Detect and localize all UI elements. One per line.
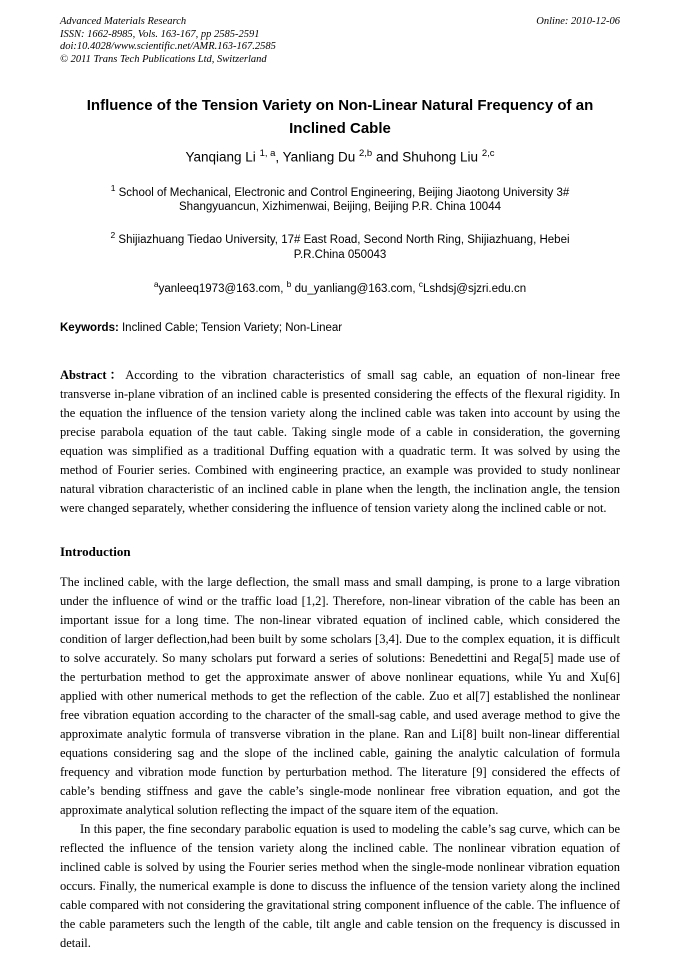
affiliation-2-line1: [60, 228, 620, 248]
affiliation-2-line2: P.R.China 050043: [293, 249, 387, 262]
emails-line: [60, 277, 620, 297]
email-superscript: c: [418, 279, 424, 290]
paper-title-line2: Inclined Cable: [289, 120, 391, 137]
author-name: , Yanliang Du: [275, 149, 359, 165]
paper-title: [60, 94, 620, 140]
issn-line: ISSN: 1662-8985, Vols. 163-167, pp 2585-2591: [60, 28, 260, 40]
email-address: yanleeq1973@163.com,: [158, 282, 287, 295]
section-heading-introduction: Introduction: [60, 543, 131, 559]
affiliation-1-line2: Shangyuancun, Xizhimenwai, Beijing, Beijing P.R. China 10044: [179, 201, 501, 214]
keywords-label: Keywords:: [60, 321, 119, 334]
introduction-paragraph-1: The inclined cable, with the large deflection, the small mass and small damping, is prone to a large vibration under the influence of wind or the traffic load [1,2]. Therefore, non-linear vibration of the cable has been an important issue for a long time. The non-linear vibrated equation of inclined cable, which considered the condition of larger deflection,had been built by some scholars [3,4]. Due to the complex equation, it is difficult to solve accurately. So many scholars put forward a series of solutions: Benedettini and Rega[5] made use of the perturbation method to get the approximate answer of above nonlinear equations, while Yu and Xu[6] applied with other numerical methods to get the reflection of the cable. Zuo et al[7] established the nonlinear free vibration equation according to the character of the small-sag cable, and used average method to give the approximate analytic formula of transverse vibration in the plane. Ran and Li[8] built non-linear differential equations considering sag and the slope of the inclined cable, gaining the analytic calculation of formula frequency and vibration mode function by perturbation method. The literature [9] considered the effects of cable’s bending stiffness and gave the cable’s single-mode nonlinear free vibration equation, and got the approximate analytical solution reflecting the impact of the square item of the equation.: [60, 574, 620, 817]
journal-info-block: [60, 16, 276, 66]
author-name: Yanqiang Li: [185, 149, 260, 165]
abstract-label: Abstract：: [60, 367, 126, 382]
affiliation-1: [60, 181, 620, 216]
author-superscript: 2,b: [358, 148, 373, 159]
email-address: du_yanliang@163.com,: [291, 282, 419, 295]
affiliation-2-marker: 2: [110, 230, 116, 241]
email-superscript: b: [286, 279, 292, 290]
online-date: Online: 2010-12-06: [536, 16, 620, 27]
keywords-line: [60, 321, 620, 336]
abstract-text: According to the vibration characteristics of small sag cable, an equation of non-linear free transverse in-plane vibration of an inclined cable is presented considering the effects of the flexural rigidity. In the equation the influence of the tension variety along the inclined cable was taken into account by using the precise parabola equation of the taut cable. Taking single mode of a cable in consideration, the governing equation was simplified as a traditional Duffing equation with a quadratic term. It was solved by using the method of Fourier series. Combined with engineering practice, an example was provided to study nonlinear natural vibration characteristic of an inclined cable in plane when the length, the inclination angle, the tension were changed separately, whether considering the influence of tension variety along the inclined cable or not.: [60, 367, 621, 515]
introduction-paragraph-2: In this paper, the fine secondary parabolic equation is used to modeling the cable’s sag curve, which can be reflected the influence of the tension variety along the inclined cable. The nonlinear vibration equation of inclined cable is solved by using the Fourier series method when the single-mode nonlinear vibration equation occurs. Finally, the numerical example is done to discuss the influence of the tension variety along the inclined cable compared with not considering the gravitational string component influence of the cable. The influence of the cable parameters such the length of the cable, tilt angle and cable tension on the frequency is discussed in detail.: [60, 821, 620, 950]
abstract-paragraph: [60, 366, 620, 518]
author-superscript: 1, a: [259, 148, 276, 159]
email-address: Lshdsj@sjzri.edu.cn: [423, 282, 527, 295]
affiliation-1-marker: 1: [110, 182, 116, 193]
affiliation-2: [60, 228, 620, 263]
journal-name: Advanced Materials Research: [60, 16, 187, 27]
author-superscript: 2,c: [481, 148, 495, 159]
email-superscript: a: [153, 279, 159, 290]
journal-header: [60, 16, 620, 66]
doi-line: doi:10.4028/www.scientific.net/AMR.163-167.2585: [60, 41, 276, 52]
affiliation-1-line1: [60, 181, 620, 201]
keywords-text: Inclined Cable; Tension Variety; Non-Linear: [118, 321, 343, 334]
copyright-line: © 2011 Trans Tech Publications Ltd, Switzerland: [60, 53, 267, 65]
author-name: and Shuhong Liu: [372, 149, 482, 165]
authors-line: [60, 144, 620, 168]
paper-title-line1: Influence of the Tension Variety on Non-Linear Natural Frequency of an: [86, 97, 594, 114]
affiliation-2-text: Shijiazhuang Tiedao University, 17# East Road, Second North Ring, Shijiazhuang, Hebei: [118, 234, 570, 247]
affiliation-1-text: School of Mechanical, Electronic and Control Engineering, Beijing Jiaotong University 3#: [118, 186, 570, 199]
